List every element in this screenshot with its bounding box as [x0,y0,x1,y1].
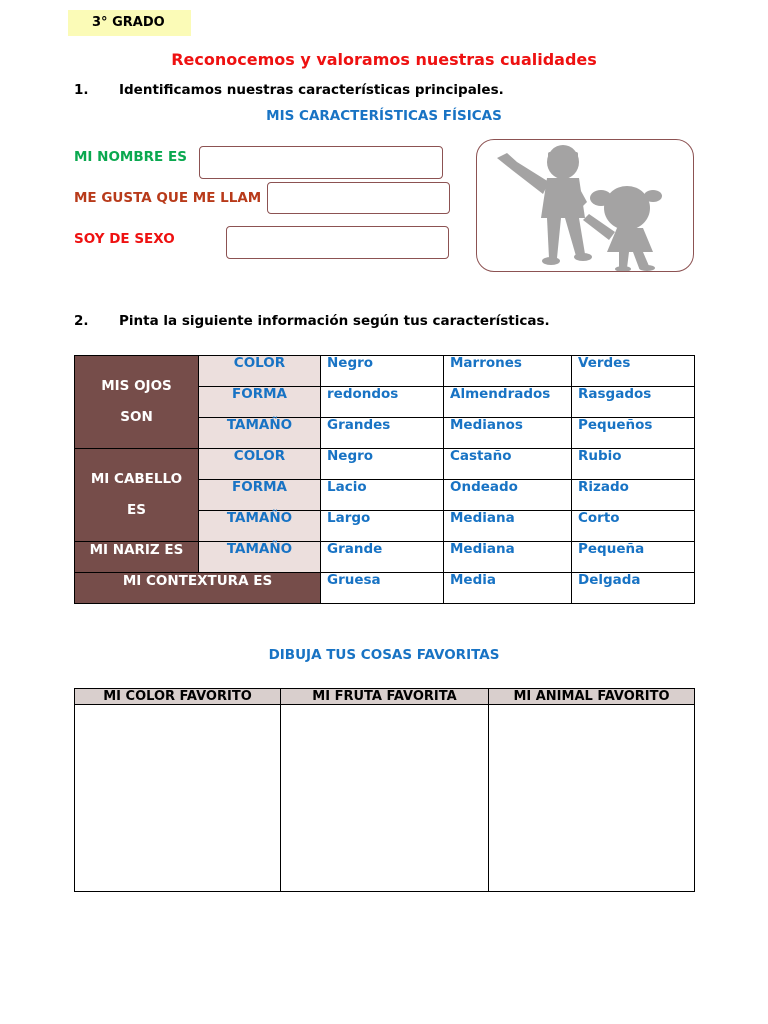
nose-group-label: MI NARIZ ES [75,542,199,573]
favorite-animal-header: MI ANIMAL FAVORITO [489,689,695,705]
option-cell[interactable]: Marrones [444,356,572,387]
physical-heading: MIS CARACTERÍSTICAS FÍSICAS [266,108,502,124]
sex-field[interactable] [226,226,449,259]
attribute-cell: TAMAÑO [199,542,321,573]
favorites-table [74,688,695,892]
option-cell[interactable]: Almendrados [444,387,572,418]
attribute-cell: COLOR [199,356,321,387]
table-row [75,542,695,573]
option-cell[interactable]: Gruesa [321,573,444,604]
favorite-animal-drawing-area[interactable] [489,705,695,892]
option-cell[interactable]: Largo [321,511,444,542]
draw-heading: DIBUJA TUS COSAS FAVORITAS [268,647,500,663]
favorite-fruit-header: MI FRUTA FAVORITA [281,689,489,705]
favorite-color-drawing-area[interactable] [75,705,281,892]
option-cell[interactable]: Grande [321,542,444,573]
children-silhouette-icon [477,140,693,271]
favorite-color-header: MI COLOR FAVORITO [75,689,281,705]
table-row [75,449,695,480]
option-cell[interactable]: Mediana [444,511,572,542]
name-label: MI NOMBRE ES [74,149,187,165]
nickname-label: ME GUSTA QUE ME LLAM [74,190,262,206]
option-cell[interactable]: Lacio [321,480,444,511]
nickname-field[interactable] [267,182,450,214]
grade-badge: 3° GRADO [68,10,191,36]
question-1-text: Identificamos nuestras características principales. [119,82,504,98]
question-2-number: 2. [74,313,89,329]
hair-group-label: MI CABELLO ES [75,449,199,542]
table-row [75,705,695,892]
attribute-cell: COLOR [199,449,321,480]
attribute-cell: TAMAÑO [199,511,321,542]
option-cell[interactable]: Rasgados [572,387,695,418]
option-cell[interactable]: Negro [321,356,444,387]
option-cell[interactable]: Ondeado [444,480,572,511]
question-1-number: 1. [74,82,89,98]
characteristics-table [74,355,695,604]
option-cell[interactable]: Rizado [572,480,695,511]
question-2 [74,313,724,331]
question-1 [74,82,724,100]
option-cell[interactable]: Medianos [444,418,572,449]
eyes-group-label: MIS OJOS SON [75,356,199,449]
favorite-fruit-drawing-area[interactable] [281,705,489,892]
option-cell[interactable]: Rubio [572,449,695,480]
attribute-cell: FORMA [199,480,321,511]
option-cell[interactable]: redondos [321,387,444,418]
option-cell[interactable]: Corto [572,511,695,542]
table-row [75,356,695,387]
option-cell[interactable]: Pequeños [572,418,695,449]
page-title: Reconocemos y valoramos nuestras cualidades [171,50,597,69]
table-row [75,689,695,705]
option-cell[interactable]: Grandes [321,418,444,449]
name-field[interactable] [199,146,443,179]
sex-label: SOY DE SEXO [74,231,175,247]
build-group-label: MI CONTEXTURA ES [75,573,321,604]
attribute-cell: FORMA [199,387,321,418]
option-cell[interactable]: Negro [321,449,444,480]
children-silhouette-image [476,139,694,272]
table-row [75,573,695,604]
option-cell[interactable]: Media [444,573,572,604]
option-cell[interactable]: Castaño [444,449,572,480]
option-cell[interactable]: Mediana [444,542,572,573]
option-cell[interactable]: Pequeña [572,542,695,573]
attribute-cell: TAMAÑO [199,418,321,449]
option-cell[interactable]: Delgada [572,573,695,604]
question-2-text: Pinta la siguiente información según tus características. [119,313,550,329]
option-cell[interactable]: Verdes [572,356,695,387]
